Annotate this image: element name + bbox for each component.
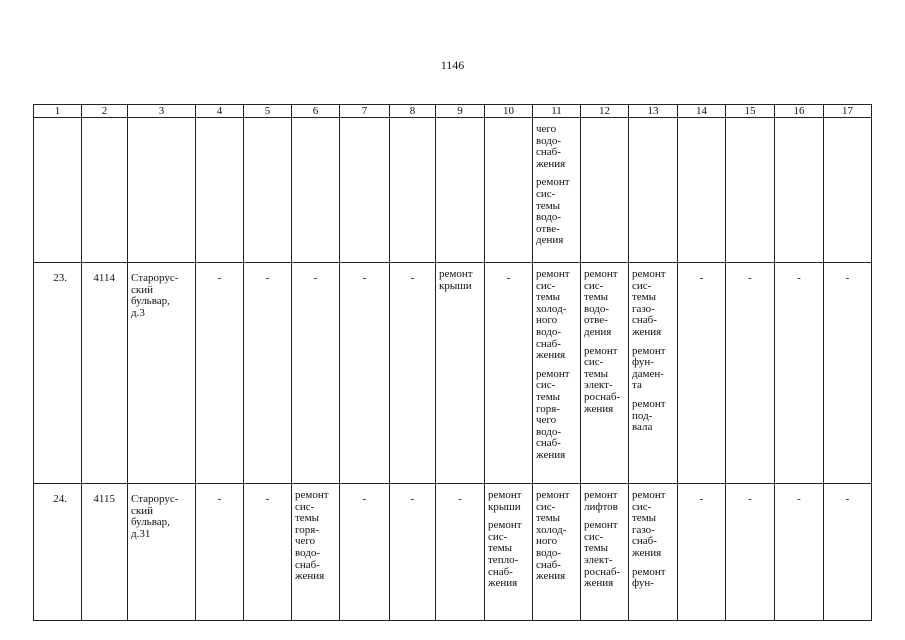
cell <box>775 118 824 263</box>
column-header: 7 <box>340 105 390 118</box>
column-header: 4 <box>196 105 244 118</box>
cell <box>629 118 678 263</box>
cell-col16: - <box>775 484 824 621</box>
cell-col8: - <box>390 263 436 484</box>
works-table <box>33 104 872 621</box>
column-header: 8 <box>390 105 436 118</box>
table-row-continuation <box>34 118 872 263</box>
cell-col5: - <box>244 263 292 484</box>
cell-works-col11 <box>533 118 581 263</box>
work-item: чего водо- снаб- жения <box>536 123 566 170</box>
work-item: ремонт сис- темы газо- снаб- жения <box>632 268 666 338</box>
cell <box>196 118 244 263</box>
cell-works-col12 <box>581 263 629 484</box>
work-item: - <box>506 272 511 284</box>
cell-works-col11 <box>533 484 581 621</box>
cell-works-col9 <box>436 263 485 484</box>
column-header: 11 <box>533 105 581 118</box>
cell-works-col10 <box>485 484 533 621</box>
cell-col6 <box>292 263 340 484</box>
column-header: 15 <box>726 105 775 118</box>
cell <box>485 118 533 263</box>
house-code: 4115 <box>82 484 128 621</box>
cell-col4: - <box>196 263 244 484</box>
column-header: 1 <box>34 105 82 118</box>
work-item: ремонт сис- темы водо- отве- дения <box>536 176 570 247</box>
work-item: ремонт лифтов <box>584 490 618 513</box>
cell <box>581 118 629 263</box>
cell-works-col13 <box>629 484 678 621</box>
cell <box>436 118 485 263</box>
table-row <box>34 484 872 621</box>
cell-col14: - <box>678 484 726 621</box>
cell-col7: - <box>340 484 390 621</box>
cell <box>292 118 340 263</box>
column-header: 12 <box>581 105 629 118</box>
work-item: ремонт сис- темы холод- ного водо- снаб- жения <box>536 268 570 362</box>
page-number: 1146 <box>440 58 465 72</box>
cell-works-col12 <box>581 484 629 621</box>
work-item: ремонт фун- дамен- та <box>632 344 666 392</box>
work-item: ремонт сис- темы элект- роснаб- жения <box>584 344 621 415</box>
cell <box>34 118 82 263</box>
column-header: 14 <box>678 105 726 118</box>
cell <box>726 118 775 263</box>
cell-col9 <box>436 484 485 621</box>
work-item: ремонт сис- темы газо- снаб- жения <box>632 490 666 559</box>
work-item: - <box>313 272 318 284</box>
cell <box>340 118 390 263</box>
work-item: ремонт сис- темы горя- чего водо- снаб- жения <box>536 367 570 461</box>
cell-col8: - <box>390 484 436 621</box>
header-row <box>34 105 872 118</box>
cell-works-col11 <box>533 263 581 484</box>
address: Старорус- ский бульвар, д.31 <box>128 484 196 621</box>
cell <box>244 118 292 263</box>
column-header: 3 <box>128 105 196 118</box>
column-header: 17 <box>824 105 872 118</box>
work-item: ремонт крыши <box>439 268 473 292</box>
work-item: ремонт под- вала <box>632 397 666 434</box>
address: Старорус- ский бульвар, д.3 <box>128 263 196 484</box>
work-item: ремонт сис- темы тепло- снаб- жения <box>488 519 522 590</box>
cell-col15: - <box>726 484 775 621</box>
cell <box>128 118 196 263</box>
row-number: 24. <box>34 484 82 621</box>
work-item: ремонт сис- темы элект- роснаб- жения <box>584 519 621 590</box>
cell <box>824 118 872 263</box>
work-item: - <box>458 494 462 505</box>
cell-col14: - <box>678 263 726 484</box>
column-header: 16 <box>775 105 824 118</box>
cell-works-col6 <box>292 484 340 621</box>
cell-col10 <box>485 263 533 484</box>
cell-col4: - <box>196 484 244 621</box>
work-item: ремонт сис- темы горя- чего водо- снаб- жения <box>295 490 329 583</box>
cell-col15: - <box>726 263 775 484</box>
work-item: ремонт крыши <box>488 490 522 513</box>
table-row <box>34 263 872 484</box>
column-header: 6 <box>292 105 340 118</box>
work-item: ремонт сис- темы водо- отве- дения <box>584 268 618 338</box>
column-header: 5 <box>244 105 292 118</box>
column-header: 10 <box>485 105 533 118</box>
cell-works-col13 <box>629 263 678 484</box>
work-item: ремонт сис- темы холод- ного водо- снаб- жения <box>536 490 570 583</box>
house-code: 4114 <box>82 263 128 484</box>
cell-col17: - <box>824 263 872 484</box>
cell <box>82 118 128 263</box>
cell-col5: - <box>244 484 292 621</box>
cell-col17: - <box>824 484 872 621</box>
row-number: 23. <box>34 263 82 484</box>
column-header: 9 <box>436 105 485 118</box>
column-header: 13 <box>629 105 678 118</box>
cell-col16: - <box>775 263 824 484</box>
cell-col7: - <box>340 263 390 484</box>
column-header: 2 <box>82 105 128 118</box>
cell <box>678 118 726 263</box>
work-item: ремонт фун- <box>632 565 666 590</box>
cell <box>390 118 436 263</box>
